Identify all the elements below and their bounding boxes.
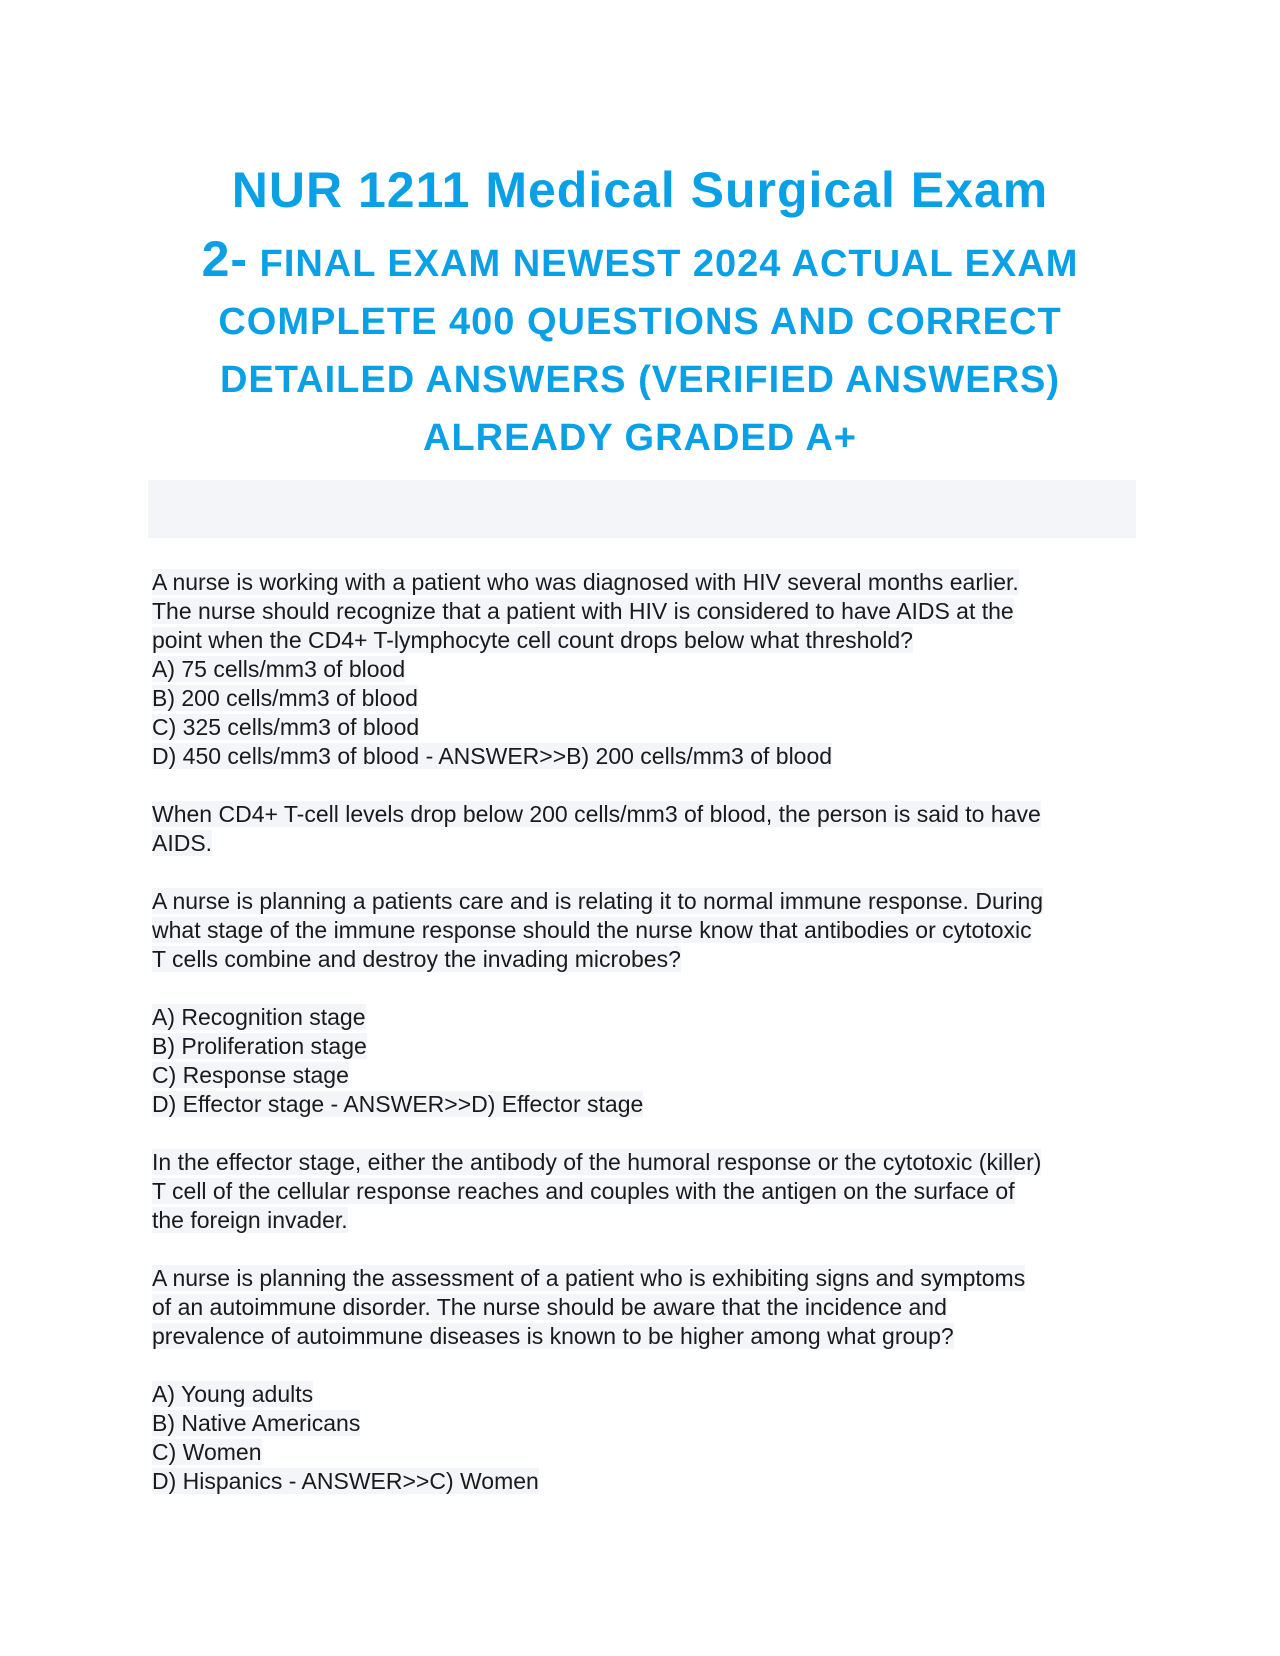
question-stem-line: what stage of the immune response should the nurse know that antibodies or cytotoxic (152, 917, 1032, 943)
question-stem-line: of an autoimmune disorder. The nurse should be aware that the incidence and (152, 1294, 947, 1320)
question-block (152, 887, 1132, 1264)
answer-option: A) Recognition stage (152, 1004, 366, 1030)
rationale-line: T cell of the cellular response reaches and couples with the antigen on the surface of (152, 1178, 1015, 1204)
question-block (152, 1264, 1132, 1496)
rationale-line: AIDS. (152, 830, 213, 856)
answer-option: A) 75 cells/mm3 of blood (152, 656, 406, 682)
question-stem-line: T cells combine and destroy the invading microbes? (152, 946, 681, 972)
answer-option: C) 325 cells/mm3 of blood (152, 714, 420, 740)
title-line-2-prefix: 2- (201, 231, 249, 287)
rationale-line: the foreign invader. (152, 1207, 348, 1233)
question-stem-line: A nurse is planning the assessment of a patient who is exhibiting signs and symptoms (152, 1265, 1026, 1291)
rationale-line: When CD4+ T-cell levels drop below 200 cells/mm3 of blood, the person is said to have (152, 801, 1041, 827)
question-content (152, 568, 1132, 1496)
answer-option-with-key: D) 450 cells/mm3 of blood - ANSWER>>B) 200 cells/mm3 of blood (152, 743, 833, 769)
answer-option-with-key: D) Hispanics - ANSWER>>C) Women (152, 1468, 539, 1494)
title-line-3: COMPLETE 400 QUESTIONS AND CORRECT (218, 301, 1062, 343)
answer-option: A) Young adults (152, 1381, 314, 1407)
title-line-4: DETAILED ANSWERS (VERIFIED ANSWERS) (219, 359, 1061, 401)
question-stem-line: A nurse is planning a patients care and is relating it to normal immune response. During (152, 888, 1044, 914)
title-line-2 (150, 230, 1130, 293)
header-divider-band (148, 480, 1136, 538)
rationale-line: In the effector stage, either the antibody of the humoral response or the cytotoxic (killer) (152, 1149, 1042, 1175)
question-stem-line: A nurse is working with a patient who was diagnosed with HIV several months earlier. (152, 569, 1019, 595)
answer-option-with-key: D) Effector stage - ANSWER>>D) Effector stage (152, 1091, 644, 1117)
question-stem-line: The nurse should recognize that a patient with HIV is considered to have AIDS at the (152, 598, 1014, 624)
answer-option: B) Native Americans (152, 1410, 361, 1436)
question-stem-line: prevalence of autoimmune diseases is known to be higher among what group? (152, 1323, 954, 1349)
answer-option: C) Women (152, 1439, 262, 1465)
answer-option: B) 200 cells/mm3 of blood (152, 685, 418, 711)
title-line-5: ALREADY GRADED A+ (423, 417, 857, 459)
answer-option: B) Proliferation stage (152, 1033, 367, 1059)
document-title (150, 150, 1130, 467)
answer-option: C) Response stage (152, 1062, 349, 1088)
question-stem-line: point when the CD4+ T-lymphocyte cell count drops below what threshold? (152, 627, 913, 653)
question-block (152, 568, 1132, 887)
title-line-1: NUR 1211 Medical Surgical Exam (231, 162, 1049, 218)
title-line-2-text: FINAL EXAM NEWEST 2024 ACTUAL EXAM (248, 243, 1079, 285)
